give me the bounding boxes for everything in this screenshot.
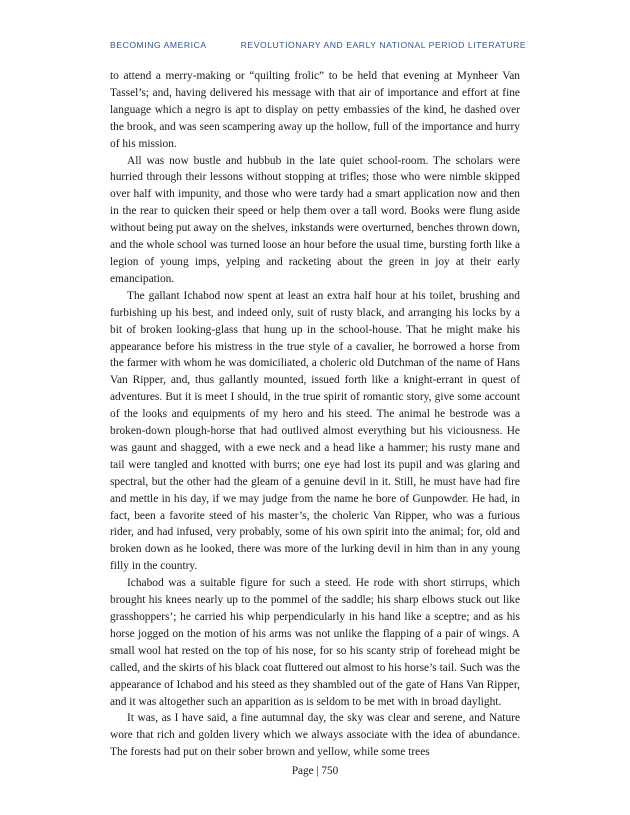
page-number: Page | 750 bbox=[291, 765, 339, 777]
running-header bbox=[110, 40, 526, 50]
body-text bbox=[110, 68, 520, 761]
paragraph-ichabod-figure: Ichabod was a suitable figure for such a steed. He rode with short stirrups, which brought his knees nearly up to the pommel of the saddle; his sharp elbows stuck out like grasshoppers’; he carried his whip perpendicularly in his hand like a sceptre; and as his horse jogged on the motion of his arms was not unlike the flapping of a pair of wings. A small wool hat rested on the top of his nose, for so his scanty strip of forehead might be called, and the skirts of his black coat fluttered out almost to his horse’s tail. Such was the appearance of Ichabod and his steed as they shambled out of the gate of Hans Van Ripper, and it was altogether such an apparition as is seldom to be met with in broad daylight. bbox=[110, 577, 520, 708]
header-section-title: REVOLUTIONARY AND EARLY NATIONAL PERIOD LITERATURE bbox=[240, 40, 527, 50]
paragraph-continued: to attend a merry-making or “quilting frolic” to be held that evening at Mynheer Van Tassel’s; and, having delivered his message with that air of importance and effort at fine language which a negro is apt to display on petty embassies of the kind, he dashed over the brook, and was seen scampering away up the hollow, full of the importance and hurry of his mission. bbox=[110, 70, 520, 150]
paragraph-schoolroom: All was now bustle and hubbub in the late quiet school-room. The scholars were hurried through their lessons without stopping at trifles; those who were nimble skipped over half with impunity, and those who were tardy had a smart application now and then in the rear to quicken their speed or help them over a tall word. Books were flung aside without being put away on the shelves, inkstands were overturned, benches thrown down, and the whole school was turned loose an hour before the usual time, bursting forth like a legion of young imps, yelping and racketing about the green in joy at their early emancipation. bbox=[110, 154, 520, 285]
header-book-title: BECOMING AMERICA bbox=[110, 40, 207, 50]
paragraph-autumn-day: It was, as I have said, a fine autumnal day, the sky was clear and serene, and Nature wore that rich and golden livery which we always associate with the idea of abundance. The forests had put on their sober brown and yellow, while some trees bbox=[110, 712, 520, 759]
paragraph-ichabod-horse: The gallant Ichabod now spent at least an extra half hour at his toilet, brushing and furbishing up his best, and indeed only, suit of rusty black, and arranging his locks by a bit of broken looking-glass that hung up in the school-house. That he might make his appearance before his mistress in the true style of a cavalier, he borrowed a horse from the farmer with whom he was domiciliated, a choleric old Dutchman of the name of Hans Van Ripper, and, thus gallantly mounted, issued forth like a knight-errant in quest of adventures. But it is meet I should, in the true spirit of romantic story, give some account of the looks and equipments of my hero and his steed. The animal he bestrode was a broken-down plough-horse that had outlived almost everything but his viciousness. He was gaunt and shagged, with a ewe neck and a head like a hammer; his rusty mane and tail were tangled and knotted with burrs; one eye had lost its pupil and was glaring and spectral, but the other had the gleam of a genuine devil in it. Still, he must have had fire and mettle in his day, if we may judge from the name he bore of Gunpowder. He had, in fact, been a favorite steed of his master’s, the choleric Van Ripper, who was a furious rider, and had infused, very probably, some of his own spirit into the animal; for, old and broken down as he looked, there was more of the lurking devil in him than in any young filly in the country. bbox=[110, 289, 520, 573]
